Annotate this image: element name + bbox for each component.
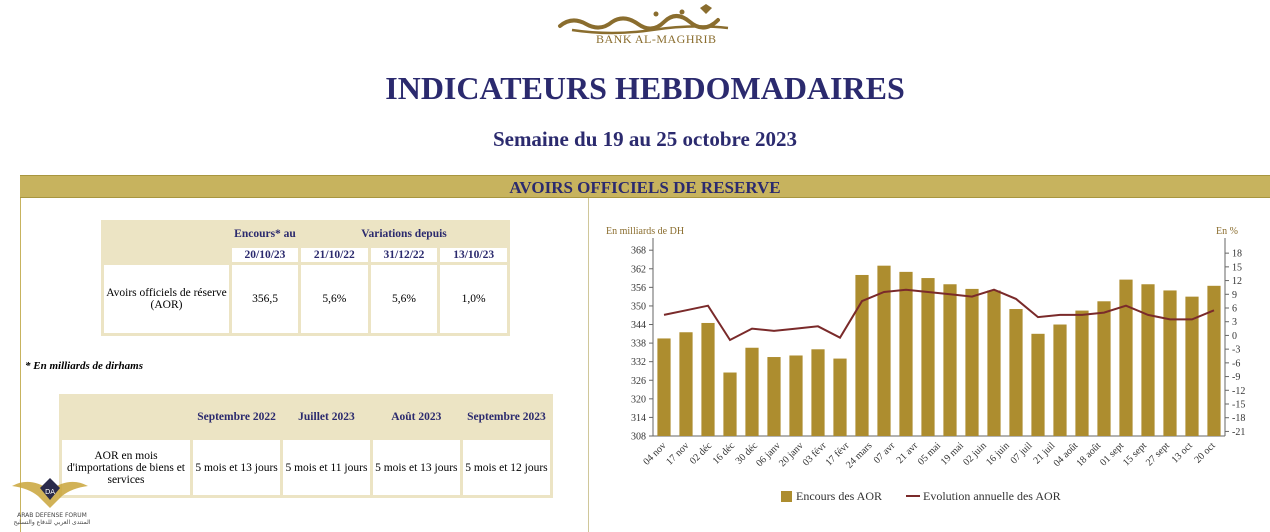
eagle-icon — [10, 468, 90, 512]
right-tick-label: -9 — [1232, 372, 1241, 384]
unit-note: * En milliards de dirhams — [25, 360, 143, 372]
x-tick-label: 06 janv — [754, 440, 783, 470]
bar — [657, 338, 670, 436]
bar — [921, 278, 934, 436]
reserve-table — [101, 220, 510, 336]
bar — [723, 373, 736, 436]
x-tick-label: 27 sept — [1143, 440, 1172, 469]
x-tick-label: 30 déc — [733, 440, 761, 467]
bar — [745, 348, 758, 436]
table2-corner — [62, 397, 190, 437]
bar — [767, 357, 780, 436]
x-tick-label: 17 févr — [823, 440, 852, 469]
right-axis-title: En % — [1216, 226, 1238, 237]
left-tick-label: 314 — [631, 412, 646, 424]
bar — [1053, 325, 1066, 436]
table1-corner — [104, 223, 229, 262]
table2-value-2: 5 mois et 11 jours — [283, 440, 370, 495]
bar — [833, 359, 846, 436]
right-tick-label: 3 — [1232, 317, 1237, 329]
table1-date-1: 21/10/22 — [301, 248, 368, 262]
right-tick-label: -3 — [1232, 344, 1241, 356]
right-tick-label: 12 — [1232, 276, 1242, 288]
x-tick-label: 15 sept — [1121, 440, 1150, 469]
right-tick-label: 9 — [1232, 289, 1237, 301]
bar — [1031, 334, 1044, 436]
x-tick-label: 16 juin — [984, 440, 1012, 468]
x-tick-label: 05 mai — [915, 440, 944, 468]
forum-watermark — [10, 468, 90, 532]
legend-label-line: Evolution annuelle des AOR — [923, 489, 1061, 503]
x-tick-label: 18 août — [1074, 440, 1104, 470]
table2-value-1: 5 mois et 13 jours — [193, 440, 280, 495]
table2-value-3: 5 mois et 13 jours — [373, 440, 460, 495]
right-tick-label: -18 — [1232, 413, 1246, 425]
bar — [943, 284, 956, 436]
table1-encours-date: 20/10/23 — [232, 248, 298, 262]
x-tick-label: 20 janv — [777, 440, 806, 470]
x-tick-label: 02 déc — [687, 440, 715, 467]
table1-encours-header: Encours* au — [232, 223, 298, 245]
legend-label-bars: Encours des AOR — [796, 489, 882, 503]
right-tick-label: 0 — [1232, 330, 1237, 342]
bar — [965, 289, 978, 436]
table1-variation-2: 5,6% — [371, 265, 438, 333]
table2-row-label: AOR en mois d'importations de biens et services — [62, 440, 190, 495]
bar — [1163, 290, 1176, 436]
bar — [1141, 284, 1154, 436]
bar — [987, 290, 1000, 436]
table1-row-label: Avoirs officiels de réserve (AOR) — [104, 265, 229, 333]
legend-swatch-bars — [781, 491, 792, 502]
bar — [1119, 280, 1132, 436]
bar — [899, 272, 912, 436]
left-tick-label: 320 — [631, 394, 646, 406]
bar — [1075, 311, 1088, 436]
x-tick-label: 07 juil — [1008, 440, 1035, 467]
panel-divider — [588, 198, 589, 532]
bar — [811, 349, 824, 436]
right-tick-label: 18 — [1232, 248, 1242, 260]
table2-value-4: 5 mois et 12 jours — [463, 440, 550, 495]
section-header-band — [20, 175, 1270, 198]
right-tick-label: 6 — [1232, 303, 1237, 315]
right-tick-label: -21 — [1232, 426, 1246, 438]
right-tick-label: -12 — [1232, 385, 1246, 397]
x-tick-label: 07 avr — [871, 440, 898, 466]
x-tick-label: 24 mars — [844, 440, 875, 471]
left-tick-label: 368 — [631, 245, 646, 257]
aor-chart — [598, 214, 1258, 524]
table2-header-1: Septembre 2022 — [193, 397, 280, 437]
x-tick-label: 20 oct — [1192, 440, 1218, 466]
svg-text:DA: DA — [44, 488, 56, 496]
bank-logo — [552, 4, 742, 50]
left-tick-label: 338 — [631, 338, 646, 350]
section-title: AVOIRS OFFICIELS DE RESERVE — [509, 178, 781, 197]
x-tick-label: 13 oct — [1169, 440, 1195, 466]
table1-date-2: 31/12/22 — [371, 248, 438, 262]
left-tick-label: 356 — [631, 282, 646, 294]
x-tick-label: 19 mai — [938, 440, 967, 468]
left-tick-label: 308 — [631, 431, 646, 443]
right-tick-label: -15 — [1232, 399, 1246, 411]
left-tick-label: 350 — [631, 301, 646, 313]
bar — [1009, 309, 1022, 436]
page-subtitle: Semaine du 19 au 25 octobre 2023 — [492, 127, 798, 151]
left-tick-label: 344 — [631, 320, 646, 332]
right-tick-label: 15 — [1232, 262, 1242, 274]
bank-logo-text: BANK AL-MAGHRIB — [596, 32, 717, 46]
x-tick-label: 02 juin — [961, 440, 989, 468]
bar — [1097, 301, 1110, 436]
left-tick-label: 326 — [631, 375, 646, 387]
bar — [789, 355, 802, 436]
x-tick-label: 21 avr — [894, 440, 921, 466]
import-months-table — [59, 394, 553, 498]
x-tick-label: 21 juil — [1031, 440, 1058, 467]
x-tick-label: 17 nov — [664, 440, 692, 468]
table1-variation-3: 1,0% — [440, 265, 507, 333]
table2-header-2: Juillet 2023 — [283, 397, 370, 437]
table2-header-3: Août 2023 — [373, 397, 460, 437]
table1-variations-header: Variations depuis — [301, 223, 507, 245]
table1-date-3: 13/10/23 — [440, 248, 507, 262]
left-axis-title: En milliards de DH — [606, 226, 685, 237]
bar — [701, 323, 714, 436]
bar — [679, 332, 692, 436]
table1-encours-value: 356,5 — [232, 265, 298, 333]
table1-variation-1: 5,6% — [301, 265, 368, 333]
forum-watermark-text: ARAB DEFENSE FORUM المنتدى العربي للدفاع والتسليح — [13, 512, 91, 526]
x-tick-label: 03 févr — [800, 440, 829, 469]
table2-header-4: Septembre 2023 — [463, 397, 550, 437]
x-tick-label: 04 août — [1051, 440, 1081, 470]
x-tick-label: 01 sept — [1098, 440, 1127, 469]
bar — [1207, 286, 1220, 436]
x-tick-label: 16 déc — [710, 440, 738, 467]
left-tick-label: 332 — [631, 357, 646, 369]
x-tick-label: 04 nov — [641, 440, 669, 468]
page-title: INDICATEURS HEBDOMADAIRES — [385, 70, 905, 106]
right-tick-label: -6 — [1232, 358, 1241, 370]
left-tick-label: 362 — [631, 264, 646, 276]
